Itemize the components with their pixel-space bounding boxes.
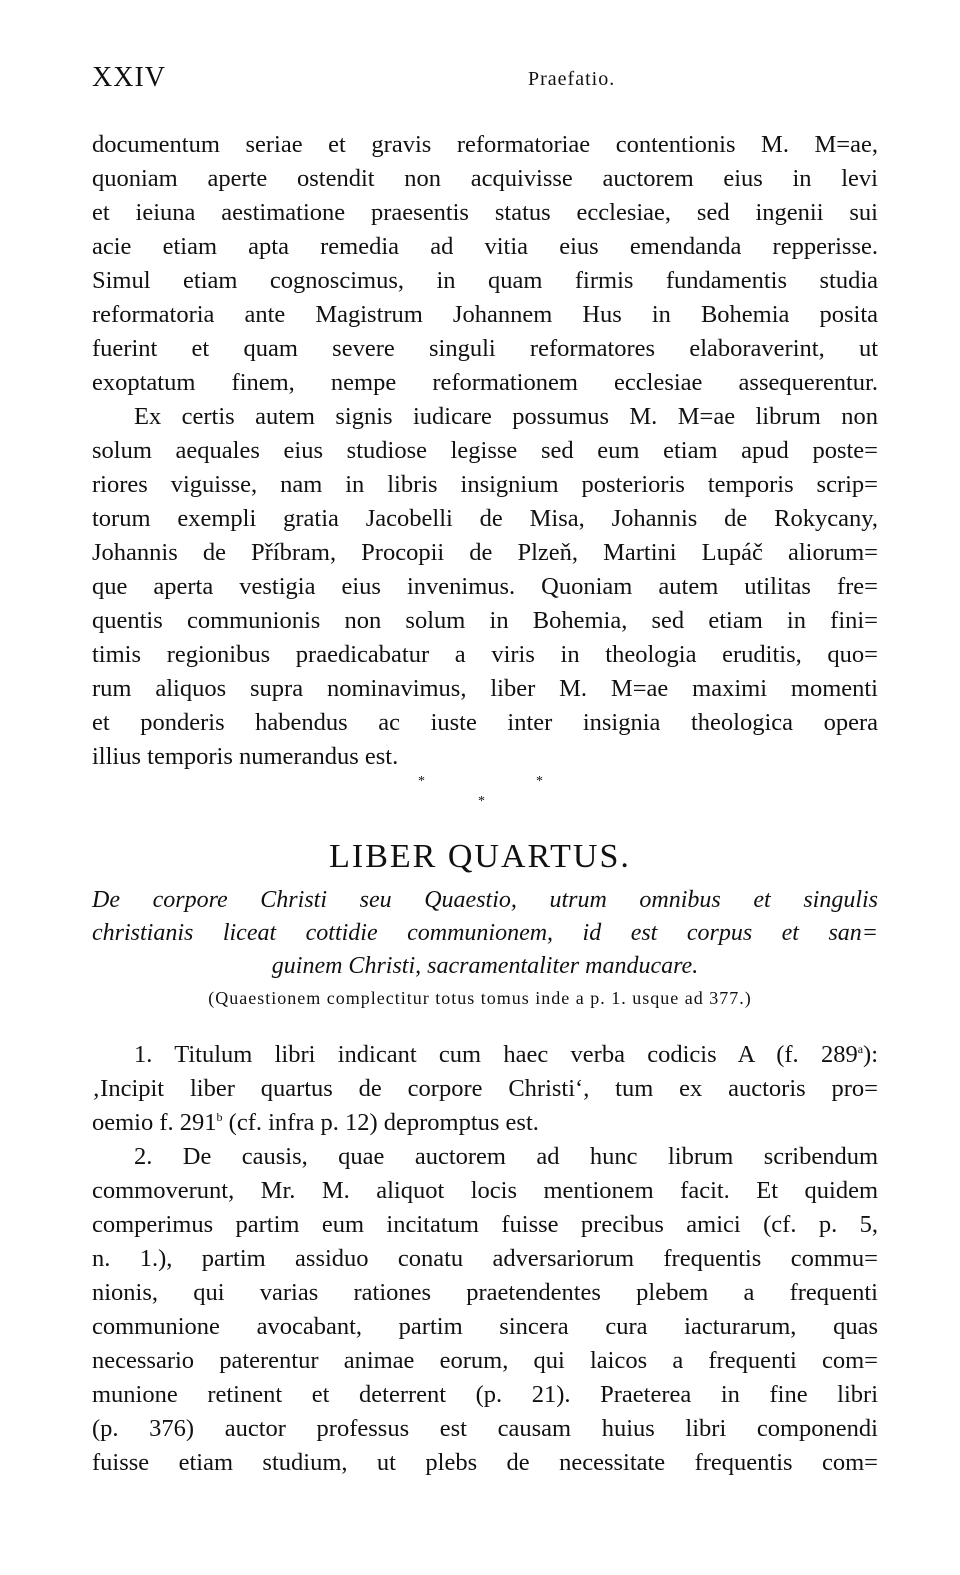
text-line: rum aliquos supra nominavimus, liber M. M=ae maximi momenti [92,675,878,702]
paragraph-signs [92,400,878,774]
text-line: timis regionibus praedicabatur a viris in theologia eruditis, quo= [92,641,878,668]
text-line: que aperta vestigia eius invenimus. Quoniam autem utilitas fre= [92,573,878,600]
asterisk-mark: * [478,794,485,809]
subtitle-line: De corpore Christi seu Quaestio, utrum omnibus et singulis [92,887,878,913]
paragraph-section-2 [92,1140,878,1480]
text-line: Johannis de Příbram, Procopii de Plzeň, Martini Lupáč aliorum= [92,539,878,566]
paragraph-intro [92,128,878,400]
text-line: munione retinent et deterrent (p. 21). Praeterea in fine libri [92,1381,878,1408]
text-line: solum aequales eius studiose legisse sed eum etiam apud poste= [92,437,878,464]
text-line: reformatoria ante Magistrum Johannem Hus in Bohemia posita [92,301,878,328]
page-header [92,62,878,98]
text-run: (cf. infra p. 12) depromptus est. [222,1109,539,1136]
asterisk-mark: * [418,774,425,789]
asterism-divider [418,774,548,814]
text-run: oemio f. 291 [92,1109,217,1136]
text-line: fuisse etiam studium, ut plebs de necessitate frequentis com= [92,1449,878,1476]
text-line: comperimus partim eum incitatum fuisse precibus amici (cf. p. 5, [92,1211,878,1238]
asterisk-mark: * [536,774,543,789]
text-line: et ieiuna aestimatione praesentis status ecclesiae, sed ingenii sui [92,199,878,226]
text-line: quoniam aperte ostendit non acquivisse auctorem eius in levi [92,165,878,192]
text-line: illius temporis numerandus est. [92,743,399,770]
text-line: 2. De causis, quae auctorem ad hunc librum scribendum [134,1143,878,1170]
text-line: Simul etiam cognoscimus, in quam firmis fundamentis studia [92,267,878,294]
text-line: n. 1.), partim assiduo conatu adversariorum frequentis commu= [92,1245,878,1272]
text-line: riores viguisse, nam in libris insignium posterioris temporis scrip= [92,471,878,498]
text-run: ): [863,1041,878,1068]
text-line [92,1038,878,1072]
text-line: communione avocabant, partim sincera cura iacturarum, quas [92,1313,878,1340]
section-heading: LIBER QUARTUS. [329,838,631,875]
superscript: b [216,1109,223,1124]
text-line: et ponderis habendus ac iuste inter insignia theologica opera [92,709,878,736]
text-line: torum exempli gratia Jacobelli de Misa, Johannis de Rokycany, [92,505,878,532]
text-line: nionis, qui varias rationes praetendentes plebem a frequenti [92,1279,878,1306]
section-subtitle [92,884,878,983]
text-line: Ex certis autem signis iudicare possumus M. M=ae librum non [134,403,878,430]
subtitle-line: christianis liceat cottidie communionem, id est corpus et san= [92,920,878,946]
text-line: necessario paterentur animae eorum, qui laicos a frequenti com= [92,1347,878,1374]
text-line: fuerint et quam severe singuli reformatores elaboraverint, ut [92,335,878,362]
paragraph-section-1 [92,1038,878,1140]
running-title: Praefatio. [528,68,616,90]
text-line: (p. 376) auctor professus est causam huius libri componendi [92,1415,878,1442]
text-run: 1. Titulum libri indicant cum haec verba codicis A (f. 289 [134,1041,858,1068]
subtitle-line: guinem Christi, sacramentaliter manducare. [271,953,699,979]
text-line [92,1106,878,1140]
text-line: documentum seriae et gravis reformatoriae contentionis M. M=ae, [92,131,878,158]
superscript: a [857,1041,864,1056]
text-line: exoptatum finem, nempe reformationem ecclesiae assequerentur. [92,369,878,396]
text-line: ‚Incipit liber quartus de corpore Christi‘, tum ex auctoris pro= [92,1075,878,1102]
page-number: XXIV [92,62,166,93]
text-line: quentis communionis non solum in Bohemia, sed etiam in fini= [92,607,878,634]
text-line: acie etiam apta remedia ad vitia eius emendanda repperisse. [92,233,878,260]
range-note: (Quaestionem complectitur totus tomus inde a p. 1. usque ad 377.) [208,988,752,1008]
text-line: commoverunt, Mr. M. aliquot locis mentionem facit. Et quidem [92,1177,878,1204]
